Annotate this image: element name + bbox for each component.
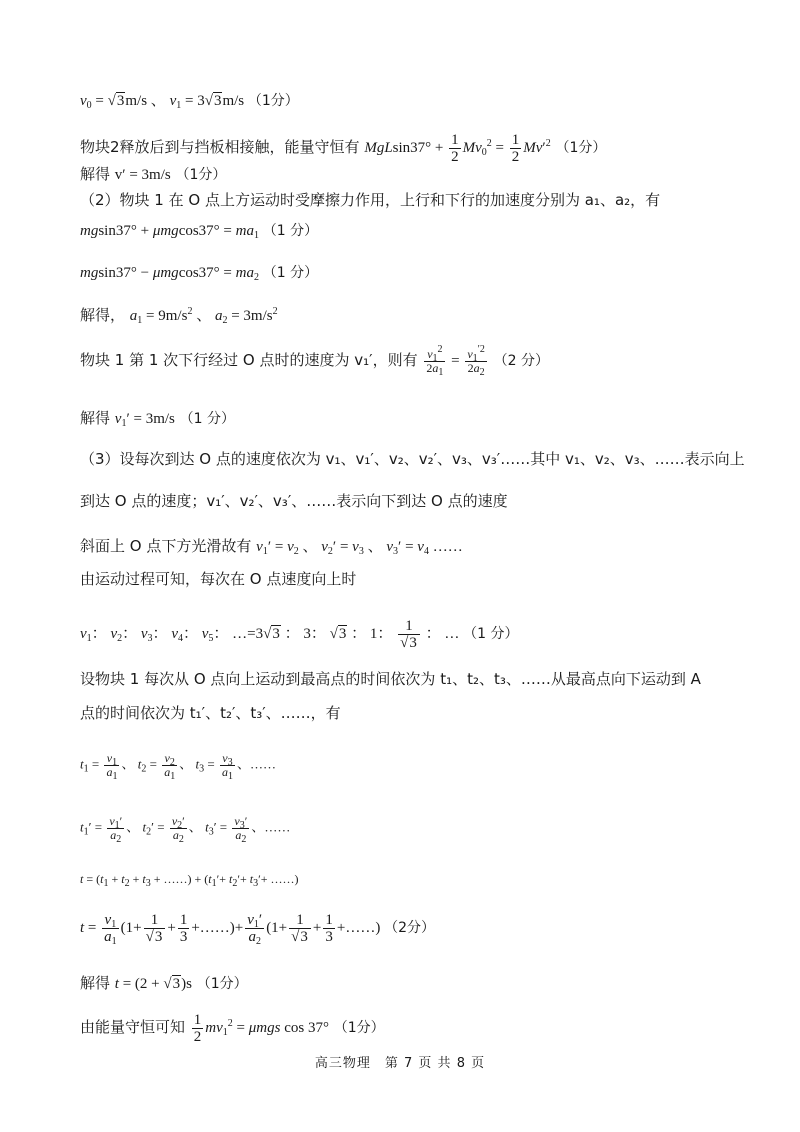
score-label: （1分）	[247, 93, 299, 109]
equation-a2-line: $mgsin37^\circ - \mu mgcos37^\circ = ma_2$ （1 分）	[80, 265, 319, 283]
score-label: （1 分）	[262, 223, 319, 239]
velocity-ratio-line: $v_1$： $v_2$： $v_3$： $v_4$： $v_5$： …=3√3 ： 3： √3 ： 1： $\frac{1}{√3}$ ： … （1 分）	[80, 618, 519, 651]
first-descent-line: 物块 1 第 1 次下行经过 O 点时的速度为 v₁′，则有 $\frac{v_1^2}{2a_1}$ = $\frac{v_1^{'2}}{2a_2}$ （2 分）	[80, 344, 549, 378]
solve-time-line: 解得 t = (2 + √3)s （1分）	[80, 974, 248, 992]
statement-text: 解得	[80, 165, 111, 183]
time-definition-line: 设物块 1 每次从 O 点向上运动到最高点的时间依次为 t₁、t₂、t₃、……从最高点向下运动到 A	[80, 670, 701, 688]
score-label: （2 分）	[493, 352, 549, 369]
solve-accel-line: 解得， $a_1 = 9m/s^2$ 、 $a_2 = 3m/s^2$	[80, 306, 278, 326]
score-label: （1 分）	[463, 625, 519, 642]
score-label: （1 分）	[179, 411, 236, 427]
statement-text: 物块2释放后到与挡板相接触，能量守恒有	[80, 137, 360, 156]
statement-text: 解得	[80, 409, 111, 427]
statement-text: 解得，	[80, 306, 126, 324]
process-analysis-line: 由运动过程可知，每次在 O 点速度向上时	[80, 570, 357, 588]
part2-intro-line: （2）物块 1 在 O 点上方运动时受摩擦力作用，上行和下行的加速度分别为 a₁、a₂，有	[80, 191, 661, 209]
result-text: v′ = 3m/s	[114, 167, 171, 183]
total-time-series-line: t = $\frac{v_1}{a_1}$ (1+ $\frac{1}{√3}$ + $\frac{1}{3}$ +……)+ $\frac{v_1'}{a_2}$ (1+ $\frac{1}{√3}$ + $\frac{1}{3}$ +……) （2分）	[80, 912, 435, 947]
score-label: （1分）	[333, 1019, 385, 1036]
energy-conservation-line: 物块2释放后到与挡板相接触，能量守恒有 MgLsin37° + $\frac{1}{2}$ $Mv_0^2$ = $\frac{1}{2}$ $Mv'^2$ （1分）	[80, 132, 607, 165]
statement-text: 物块 1 第 1 次下行经过 O 点时的速度为 v₁′，则有	[80, 350, 418, 369]
score-label: （1分）	[555, 139, 607, 156]
downward-times-line: $t_1'$ = $\frac{v_1'}{a_2}$ 、 $t_2'$ = $\frac{v_2'}{a_2}$ 、 $t_3'$ = $\frac{v_3'}{a_2}$ 、……	[80, 814, 291, 845]
part3-definition-line: 到达 O 点的速度；v₁′、v₂′、v₃′、……表示向下到达 O 点的速度	[80, 492, 508, 510]
smooth-slope-line: 斜面上 O 点下方光滑故有 $v_1' = v_2$ 、 $v_2' = v_3$ 、 $v_3' = v_4$ ……	[80, 537, 463, 557]
upward-times-line: $t_1$ = $\frac{v_1}{a_1}$ 、 $t_2$ = $\frac{v_2}{a_1}$ 、 $t_3$ = $\frac{v_3}{a_1}$ 、……	[80, 751, 276, 782]
statement-text: 由能量守恒可知	[80, 1017, 186, 1036]
final-energy-line: 由能量守恒可知 $\frac{1}{2}$ $mv_1^2 = \mu mgs$ cos 37° （1分）	[80, 1012, 385, 1045]
velocity-result-line: $v_0 = √3m/s$ 、 $v_1 = 3√3m/s$ （1分）	[80, 93, 299, 111]
score-label: （1分）	[175, 167, 227, 183]
solve-v-prime-line	[80, 163, 226, 186]
statement-text: 解得	[80, 974, 111, 992]
total-time-sum-line: $t = (t_1 + t_2 + t_3$ + ……) + ($t_1'+ t_2'+ t_3'+$ ……)	[80, 872, 299, 889]
part3-intro-line: （3）设每次到达 O 点的速度依次为 v₁、v₁′、v₂、v₂′、v₃、v₃′……其中 v₁、v₂、v₃、……表示向上	[80, 450, 745, 468]
score-label: （1分）	[196, 976, 248, 992]
score-label: （1 分）	[262, 265, 319, 281]
page-footer: 高三物理 第 7 页 共 8 页	[314, 1056, 486, 1071]
statement-text: 斜面上 O 点下方光滑故有	[80, 537, 252, 555]
solve-v1-prime-line: 解得 $v_1' = 3m/s$ （1 分）	[80, 409, 236, 429]
time-definition-line-2: 点的时间依次为 t₁′、t₂′、t₃′、……，有	[80, 704, 341, 722]
equation-a1-line: $mgsin37^\circ + \mu mgcos37^\circ = ma_1$ （1 分）	[80, 223, 319, 241]
score-label: （2分）	[384, 919, 435, 936]
